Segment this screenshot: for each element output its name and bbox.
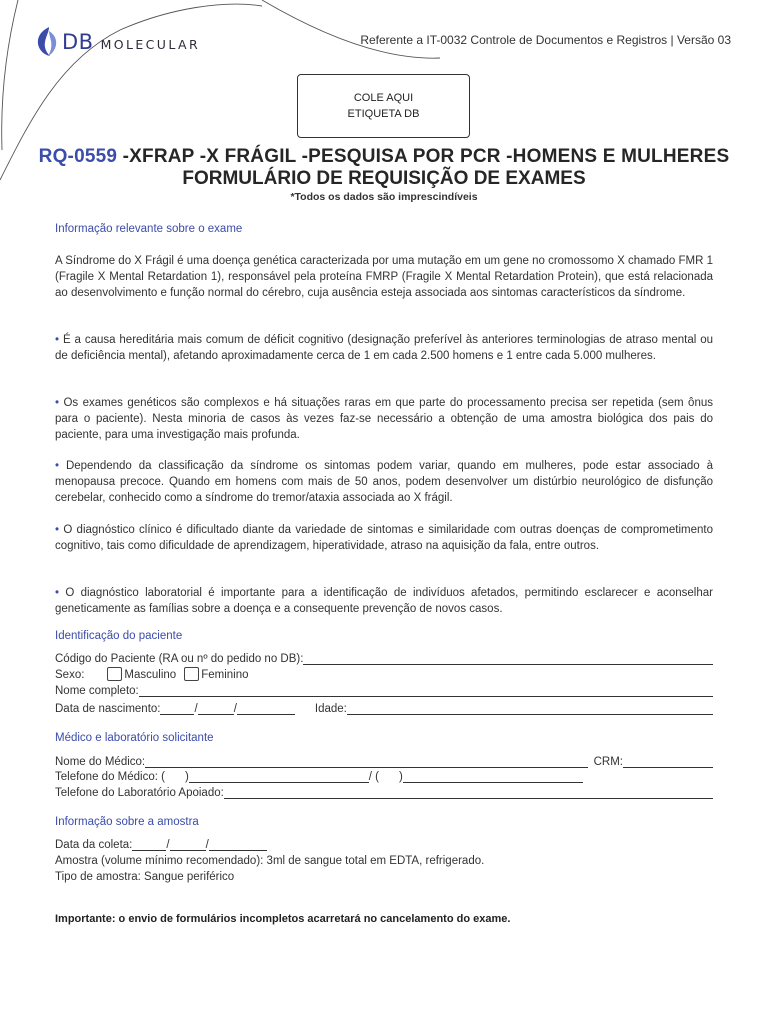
lab-phone-field[interactable] xyxy=(224,787,713,799)
birth-month-field[interactable] xyxy=(198,703,234,715)
bullet-paragraph xyxy=(55,396,713,443)
doctor-name-row xyxy=(55,752,713,768)
intro-paragraph: A Síndrome do X Frágil é uma doença genética caracterizada por uma mutação em um gene no cromossomo X chamado FMR 1 (Fragile X Mental Retardation 1), responsável pela proteína FMRP (Fragile X Mental Retardation Protein), que está relacionada ao desenvolvimento e função normal do cérebro, cuja ausência esteja associada aos sintomas característicos da síndrome. xyxy=(55,255,713,299)
crm-label: CRM: xyxy=(593,756,623,768)
form-title xyxy=(0,146,768,203)
doctor-phone-row xyxy=(55,767,713,783)
bullet-text: Os exames genéticos são complexos e há situações raras em que parte do processamento precisa ser repetida (sem ônus para o paciente). Nesta minoria de casos às vezes faz-se necessário a obtenção de uma amostra biológica dos pais do paciente, para uma investigação mais profunda. xyxy=(55,397,713,441)
phone-separator: / ( xyxy=(368,771,380,783)
bullet-paragraph xyxy=(55,586,713,618)
bullet-text: O diagnóstico clínico é dificultado diante da variedade de sintomas e similaridade com outras doenças de comprometimento cognitivo, tais como dificuldade de aprendizagem, hiperatividade, atraso na aquisição da fala, entre outros. xyxy=(55,524,713,552)
birth-age-row xyxy=(55,699,713,715)
age-label: Idade: xyxy=(314,703,347,715)
label-paste-box xyxy=(297,74,470,138)
bullet-text: O diagnóstico laboratorial é importante para a identificação de indivíduos afetados, permitindo esclarecer e aconselhar geneticamente as famílias sobre a doença e a consequente prevenção de novos casos. xyxy=(55,587,713,615)
collection-date-label: Data da coleta: xyxy=(55,839,133,851)
birth-date-label: Data de nascimento: xyxy=(55,703,161,715)
doctor-phone-label: Telefone do Médico: ( xyxy=(55,771,165,783)
collection-day-field[interactable] xyxy=(132,839,166,851)
bullet-marker: • xyxy=(55,460,60,472)
date-separator: / xyxy=(233,703,237,715)
bullet-paragraph xyxy=(55,333,713,365)
doctor-phone-alt-field[interactable] xyxy=(403,771,583,783)
label-box-line-1: COLE AQUI xyxy=(353,92,414,104)
sex-label: Sexo: xyxy=(55,669,85,681)
bullet-marker: • xyxy=(55,397,60,409)
db-molecular-logo xyxy=(36,24,200,60)
date-separator: / xyxy=(194,703,198,715)
age-field[interactable] xyxy=(347,703,713,715)
important-notice: Importante: o envio de formulários incompletos acarretará no cancelamento do exame. xyxy=(55,913,511,925)
bullet-marker: • xyxy=(55,334,60,346)
label-box-line-2: ETIQUETA DB xyxy=(347,108,420,120)
title-line-1 xyxy=(0,146,768,168)
logo-mark-icon xyxy=(36,25,58,59)
sample-amount-text: Amostra (volume mínimo recomendado): 3ml de sangue total em EDTA, refrigerado. xyxy=(55,855,485,867)
patient-code-row xyxy=(55,649,713,665)
section-heading-sample: Informação sobre a amostra xyxy=(55,816,199,828)
form-code: RQ-0559 xyxy=(38,146,118,167)
full-name-row xyxy=(55,681,713,697)
paren-close: ) xyxy=(184,771,189,783)
sample-amount-row xyxy=(55,851,713,867)
sex-male-label: Masculino xyxy=(124,669,177,681)
collection-date-row xyxy=(55,835,713,851)
logo-molecular-text: MOLECULAR xyxy=(100,36,201,52)
document-reference: Referente a IT-0032 Controle de Documentos e Registros | Versão 03 xyxy=(360,33,731,47)
sex-female-label: Feminino xyxy=(201,669,249,681)
birth-day-field[interactable] xyxy=(160,703,194,715)
section-heading-doctor: Médico e laboratório solicitante xyxy=(55,732,214,744)
full-name-label: Nome completo: xyxy=(55,685,139,697)
bullet-text: É a causa hereditária mais comum de déficit cognitivo (designação preferível às anteriores terminologias de atraso mental ou de deficiência mental), afetando aproximadamente cerca de 1 em cada 2.500 homens e 1 entre cada 5.000 mulheres. xyxy=(55,334,713,362)
sample-type-text: Tipo de amostra: Sangue periférico xyxy=(55,871,235,883)
title-text: -XFRAP -X FRÁGIL -PESQUISA POR PCR -HOMENS E MULHERES xyxy=(117,146,730,167)
lab-phone-row xyxy=(55,783,713,799)
birth-year-field[interactable] xyxy=(237,703,295,715)
collection-month-field[interactable] xyxy=(170,839,206,851)
title-line-2: FORMULÁRIO DE REQUISIÇÃO DE EXAMES xyxy=(182,168,586,189)
bullet-paragraph xyxy=(55,523,713,555)
full-name-field[interactable] xyxy=(139,685,713,697)
date-separator: / xyxy=(166,839,170,851)
doctor-name-label: Nome do Médico: xyxy=(55,756,146,768)
patient-code-label: Código do Paciente (RA ou nº do pedido no DB): xyxy=(55,653,304,665)
section-heading-patient: Identificação do paciente xyxy=(55,630,183,642)
required-note: *Todos os dados são imprescindíveis xyxy=(290,191,478,203)
lab-phone-label: Telefone do Laboratório Apoiado: xyxy=(55,787,224,799)
bullet-marker: • xyxy=(55,587,60,599)
doctor-phone-field[interactable] xyxy=(189,771,369,783)
section-heading-info: Informação relevante sobre o exame xyxy=(55,223,243,235)
bullet-marker: • xyxy=(55,524,60,536)
patient-code-field[interactable] xyxy=(303,653,713,665)
logo-db-text: DB xyxy=(62,30,94,54)
date-separator: / xyxy=(205,839,209,851)
collection-year-field[interactable] xyxy=(209,839,267,851)
sex-row xyxy=(55,665,713,681)
sample-type-row xyxy=(55,867,713,883)
bullet-paragraph xyxy=(55,459,713,506)
bullet-text: Dependendo da classificação da síndrome os sintomas podem variar, quando em mulheres, pode estar associado à menopausa precoce. Quando em homens com mais de 50 anos, podem desenvolver um distúrbio neurológico de disfunção cerebelar, conhecido como a síndrome do tremor/ataxia associada ao X frágil. xyxy=(55,460,713,504)
sex-female-checkbox[interactable] xyxy=(184,667,199,681)
sex-male-checkbox[interactable] xyxy=(107,667,122,681)
paren-close: ) xyxy=(399,771,403,783)
